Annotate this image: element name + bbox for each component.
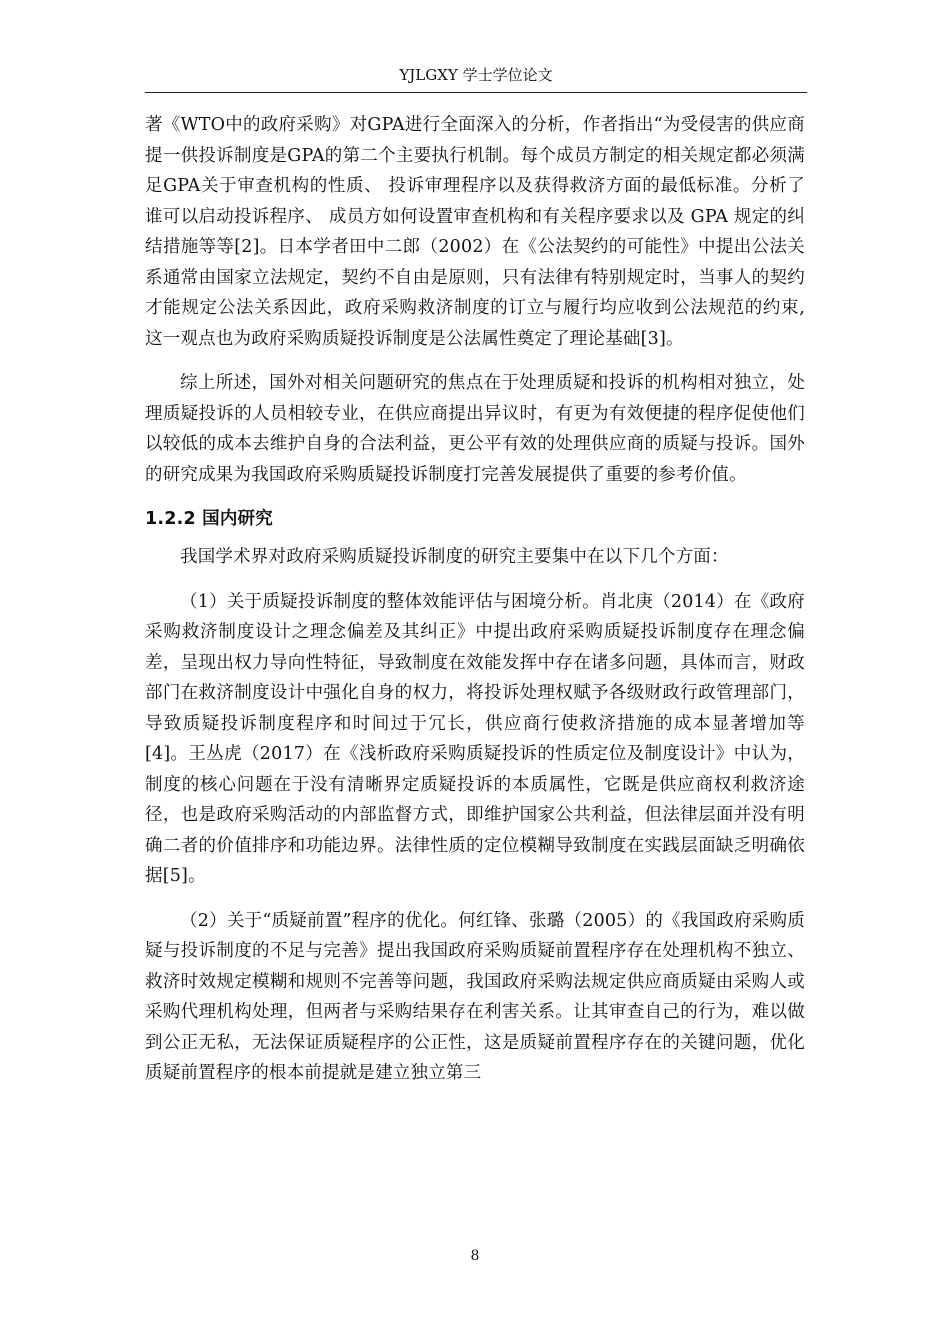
paragraph-point-1: （1）关于质疑投诉制度的整体效能评估与困境分析。肖北庚（2014）在《政府采购救济制度设计之理念偏差及其纠正》中提出政府采购质疑投诉制度存在理念偏差，呈现出权力导向性特征，导致制度在效能发挥中存在诸多问题，具体而言，财政部门在救济制度设计中强化自身的权力，将投诉处理权赋予各级财政行政管理部门，导致质疑投诉制度程序和时间过于冗长，供应商行使救济措施的成本显著增加等[4]。王丛虎（2017）在《浅析政府采购质疑投诉的性质定位及制度设计》中认为，制度的核心问题在于没有清晰界定质疑投诉的本质属性，它既是供应商权利救济途径，也是政府采购活动的内部监督方式，即维护国家公共利益，但法律层面并没有明确二者的价值排序和功能边界。法律性质的定位模糊导致制度在实践层面缺乏明确依据[5]。	[145, 591, 805, 886]
paragraph-foreign-research-summary: 综上所述，国外对相关问题研究的焦点在于处理质疑和投诉的机构相对独立，处理质疑投诉的人员相较专业，在供应商提出异议时，有更为有效便捷的程序促使他们以较低的成本去维护自身的合法利益，更公平有效的处理供应商的质疑与投诉。国外的研究成果为我国政府采购质疑投诉制度打完善发展提供了重要的参考价值。	[145, 373, 805, 485]
paragraph-point-2: （2）关于“质疑前置”程序的优化。何红锋、张璐（2005）的《我国政府采购质疑与投诉制度的不足与完善》提出我国政府采购质疑前置程序存在处理机构不独立、救济时效规定模糊和规则不完善等问题，我国政府采购法规定供应商质疑由采购人或采购代理机构处理，但两者与采购结果存在利害关系。让其审查自己的行为，难以做到公正无私，无法保证质疑程序的公正性，这是质疑前置程序存在的关键问题，优化质疑前置程序的根本前提就是建立独立第三	[145, 910, 805, 1083]
section-heading-domestic-research: 1.2.2 国内研究	[145, 509, 273, 529]
page-header	[145, 64, 807, 93]
paragraph-domestic-intro: 我国学术界对政府采购质疑投诉制度的研究主要集中在以下几个方面：	[180, 547, 729, 567]
header-title: YJLGXY 学士学位论文	[399, 66, 553, 84]
paragraph-foreign-research-continued: 著《WTO中的政府采购》对GPA进行全面深入的分析，作者指出“为受侵害的供应商提一供投诉制度是GPA的第二个主要执行机制。每个成员方制定的相关规定都必须满足GPA关于审查机构的性质、 投诉审理程序以及获得救济方面的最低标准。分析了谁可以启动投诉程序、 成员方如何设置审查机构和有关程序要求以及 GPA 规定的纠结措施等等[2]。日本学者田中二郎（2002）在《公法契约的可能性》中提出公法关系通常由国家立法规定，契约不自由是原则，只有法律有特别规定时，当事人的契约才能规定公法关系因此，政府采购救济制度的订立与履行均应收到公法规范的约束,这一观点也为政府采购质疑投诉制度是公法属性奠定了理论基础[3]。	[145, 115, 805, 349]
page-number: 8	[470, 1248, 480, 1264]
document-body	[145, 110, 805, 1089]
